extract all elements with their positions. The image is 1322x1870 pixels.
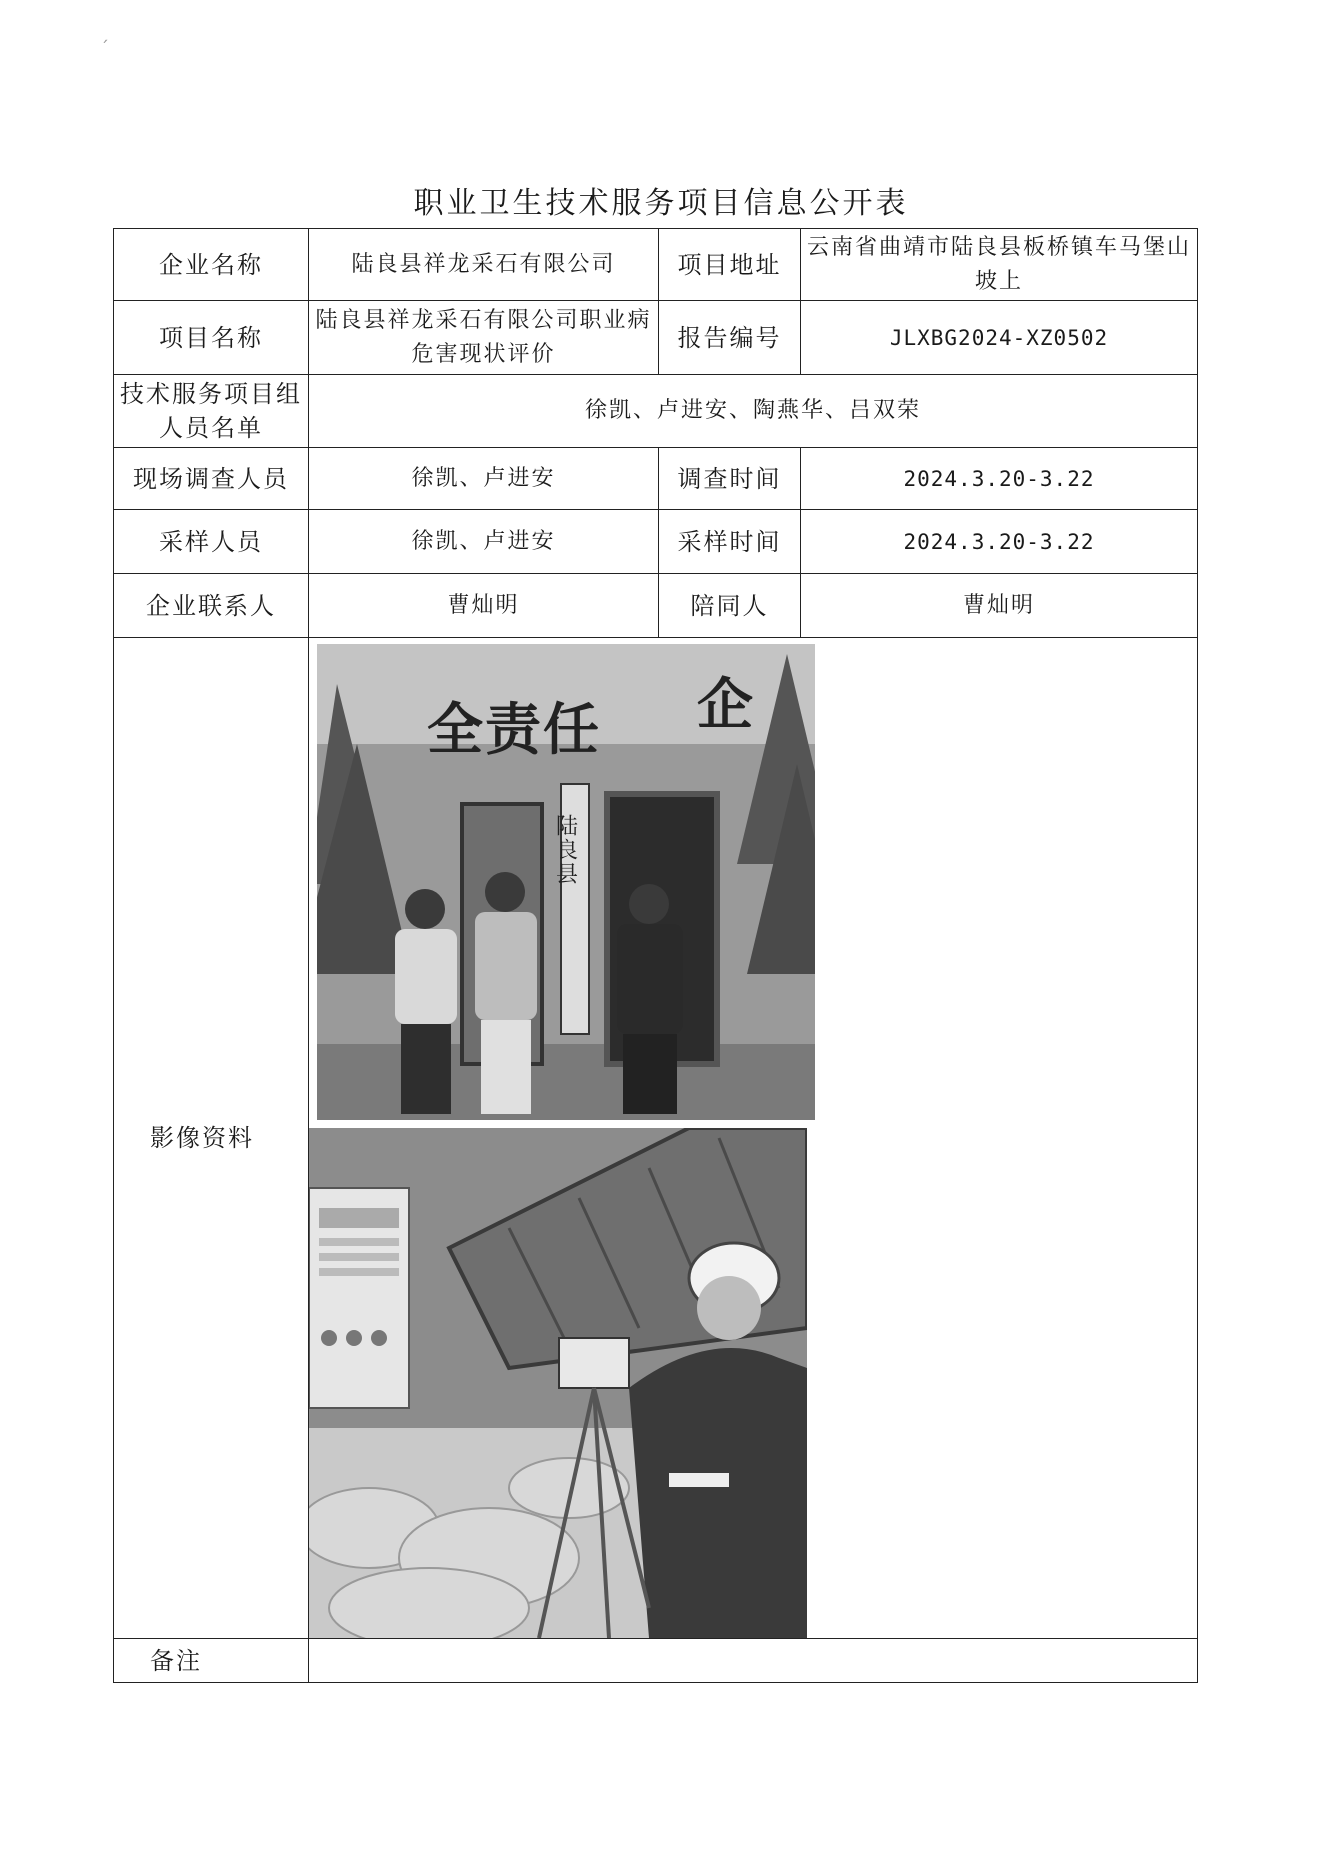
report-number-label: 报告编号: [659, 301, 801, 375]
sampling-photo: [309, 1128, 807, 1638]
samplers-label: 采样人员: [114, 510, 309, 574]
media-cell: [309, 638, 1198, 1639]
notes-label: 备注: [114, 1639, 309, 1683]
team-members-value: 徐凯、卢进安、陶燕华、吕双荣: [309, 375, 1198, 448]
sampling-time-label: 采样时间: [659, 510, 801, 574]
escort-value: 曹灿明: [801, 574, 1198, 638]
table-row: [114, 301, 1198, 375]
investigation-time-value: 2024.3.20-3.22: [801, 448, 1198, 510]
project-name-label: 项目名称: [114, 301, 309, 375]
sampling-time-value: 2024.3.20-3.22: [801, 510, 1198, 574]
enterprise-name-value: 陆良县祥龙采石有限公司: [309, 229, 659, 301]
table-row: [114, 638, 1198, 1639]
info-table: [113, 228, 1198, 1683]
table-row: [114, 448, 1198, 510]
site-investigators-value: 徐凯、卢进安: [309, 448, 659, 510]
project-address-label: 项目地址: [659, 229, 801, 301]
investigation-time-label: 调查时间: [659, 448, 801, 510]
photo-plaque-text: 陆良县: [552, 814, 578, 886]
photo-sign-text: 全责任: [427, 698, 601, 763]
site-photo-group: [317, 644, 815, 1120]
enterprise-contact-value: 曹灿明: [309, 574, 659, 638]
table-row: [114, 510, 1198, 574]
scan-mark: ˊ: [100, 38, 109, 59]
table-row: [114, 375, 1198, 448]
notes-value: [309, 1639, 1198, 1683]
table-row: [114, 574, 1198, 638]
escort-label: 陪同人: [659, 574, 801, 638]
enterprise-contact-label: 企业联系人: [114, 574, 309, 638]
media-label: 影像资料: [114, 638, 309, 1639]
project-address-value: 云南省曲靖市陆良县板桥镇车马堡山坡上: [801, 229, 1198, 301]
report-number-value: JLXBG2024-XZ0502: [801, 301, 1198, 375]
site-investigators-label: 现场调查人员: [114, 448, 309, 510]
project-name-value: 陆良县祥龙采石有限公司职业病危害现状评价: [309, 301, 659, 375]
team-members-label: 技术服务项目组人员名单: [114, 375, 309, 448]
enterprise-name-label: 企业名称: [114, 229, 309, 301]
table-row: [114, 229, 1198, 301]
photo-sign-right-text: 企: [697, 673, 755, 738]
samplers-value: 徐凯、卢进安: [309, 510, 659, 574]
table-row: [114, 1639, 1198, 1683]
page-title: 职业卫生技术服务项目信息公开表: [413, 186, 909, 221]
